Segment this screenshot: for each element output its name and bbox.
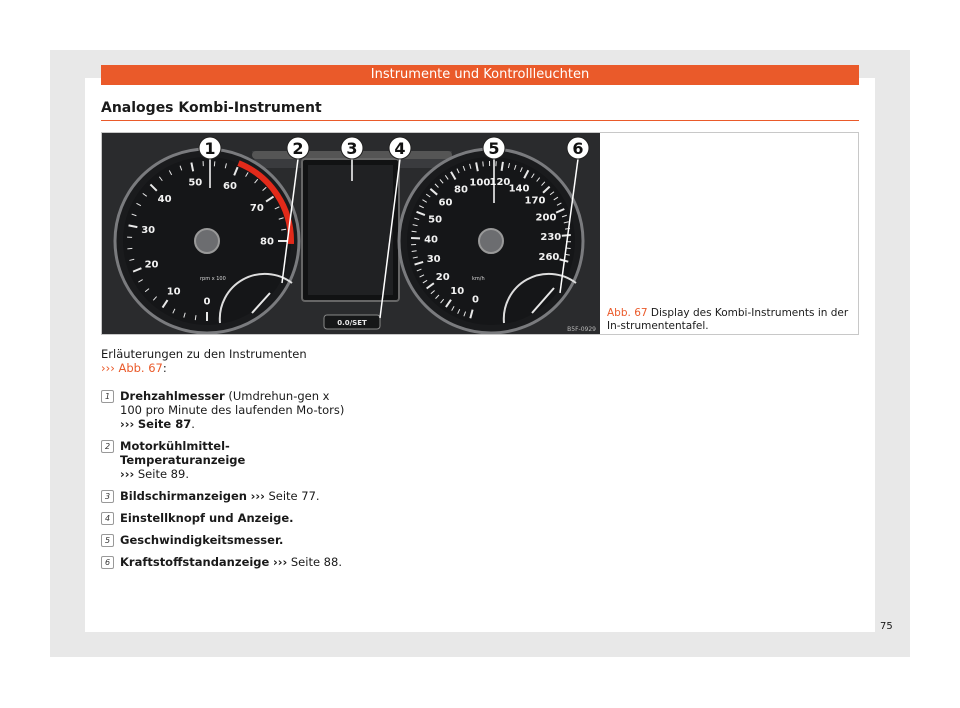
- speed-label: 0: [471, 294, 479, 306]
- speed-label: 260: [538, 252, 560, 264]
- item-term: Kraftstoffstandanzeige: [120, 555, 270, 569]
- callout-number: 5: [488, 139, 500, 158]
- rpm-label: 10: [166, 286, 181, 298]
- item-number: 3: [101, 490, 114, 503]
- rpm-label: 70: [249, 203, 264, 215]
- speed-label: 30: [426, 254, 441, 266]
- item-term: Einstellknopf und Anzeige.: [120, 511, 294, 525]
- rpm-label: 30: [141, 224, 156, 236]
- speed-label: 100: [469, 177, 491, 189]
- section-title: Analoges Kombi-Instrument: [101, 100, 322, 116]
- figure-caption: [607, 307, 852, 333]
- speed-label: 200: [535, 212, 557, 224]
- title-rule: [101, 120, 859, 121]
- list-item: [101, 389, 351, 431]
- rpm-label: 80: [260, 236, 274, 248]
- rpm-label: 0: [203, 296, 211, 308]
- item-end: .: [185, 467, 189, 481]
- item-arrows: ›››: [120, 467, 135, 481]
- set-button: [324, 315, 380, 329]
- item-text: (Umdrehun-gen x 100 pro Minute des laufenden Mo-tors): [120, 389, 345, 417]
- list-item: [101, 511, 351, 525]
- speed-label: 20: [435, 272, 450, 284]
- rpm-label: 40: [157, 194, 172, 206]
- item-term: Geschwindigkeitsmesser.: [120, 533, 284, 547]
- caption-text: Display des Kombi-Instruments in der In-strumententafel.: [607, 307, 849, 332]
- item-arrows: ›››: [273, 555, 288, 569]
- speed-label: 170: [524, 195, 546, 207]
- callout-number: 1: [204, 139, 216, 158]
- image-code: B5F-0929: [567, 326, 596, 333]
- page-number: 75: [880, 621, 893, 632]
- item-number: 2: [101, 440, 114, 453]
- speed-label: 40: [424, 234, 439, 246]
- rpm-label: 20: [144, 259, 159, 271]
- set-button-label: 0.0/SET: [337, 319, 367, 327]
- rpm-gauge: [115, 149, 299, 333]
- list-item: [101, 555, 351, 569]
- speed-gauge: [399, 149, 583, 333]
- rpm-unit-label: rpm x 100: [200, 276, 226, 282]
- item-link[interactable]: Seite 88: [290, 555, 339, 569]
- instrument-cluster-image: [102, 133, 600, 334]
- speed-tick: [562, 235, 571, 236]
- speed-tick: [412, 231, 417, 232]
- item-term: Bildschirmanzeigen: [120, 489, 247, 503]
- chapter-header: Instrumente und Kontrollleuchten: [101, 65, 859, 85]
- item-link[interactable]: Seite 89: [137, 467, 186, 481]
- item-term: Drehzahlmesser: [120, 389, 225, 403]
- speed-label: 120: [489, 177, 511, 189]
- speed-tick: [412, 251, 417, 252]
- speed-unit-label: km/h: [472, 276, 485, 282]
- speed-label: 80: [454, 184, 468, 196]
- caption-ref: Abb. 67: [607, 307, 648, 319]
- speed-label: 140: [508, 183, 530, 195]
- intro-arrows: ›››: [101, 361, 115, 375]
- item-number: 4: [101, 512, 114, 525]
- rpm-label: 50: [188, 177, 203, 189]
- legend-list: [101, 389, 351, 577]
- list-item: [101, 533, 351, 547]
- speed-label: 60: [438, 197, 453, 209]
- item-end: .: [338, 555, 342, 569]
- callout-number: 3: [346, 139, 358, 158]
- item-link[interactable]: Seite 87: [137, 417, 192, 431]
- intro-text: [101, 347, 341, 375]
- intro-ref[interactable]: Abb. 67: [118, 361, 163, 375]
- speed-label: 10: [450, 286, 465, 298]
- item-number: 6: [101, 556, 114, 569]
- callout-number: 4: [394, 139, 406, 158]
- figure-box: [101, 132, 859, 335]
- speed-label: 50: [428, 214, 443, 226]
- intro-sentence: Erläuterungen zu den Instrumenten: [101, 347, 307, 361]
- item-number: 1: [101, 390, 114, 403]
- speed-label: 230: [540, 232, 562, 244]
- item-term: Motorkühlmittel-Temperaturanzeige: [120, 439, 246, 467]
- callout-number: 2: [292, 139, 304, 158]
- callout-number: 6: [572, 139, 584, 158]
- item-number: 5: [101, 534, 114, 547]
- cluster-illustration: [102, 133, 600, 334]
- item-arrows: ›››: [120, 417, 135, 431]
- list-item: [101, 439, 351, 481]
- item-end: .: [191, 417, 195, 431]
- speed-tick: [502, 162, 503, 171]
- speed-tick: [483, 161, 484, 166]
- item-arrows: ›››: [250, 489, 265, 503]
- list-item: [101, 489, 351, 503]
- intro-colon: :: [162, 361, 167, 375]
- item-end: .: [315, 489, 320, 503]
- rpm-label: 60: [223, 181, 237, 193]
- item-link[interactable]: Seite 77: [268, 489, 316, 503]
